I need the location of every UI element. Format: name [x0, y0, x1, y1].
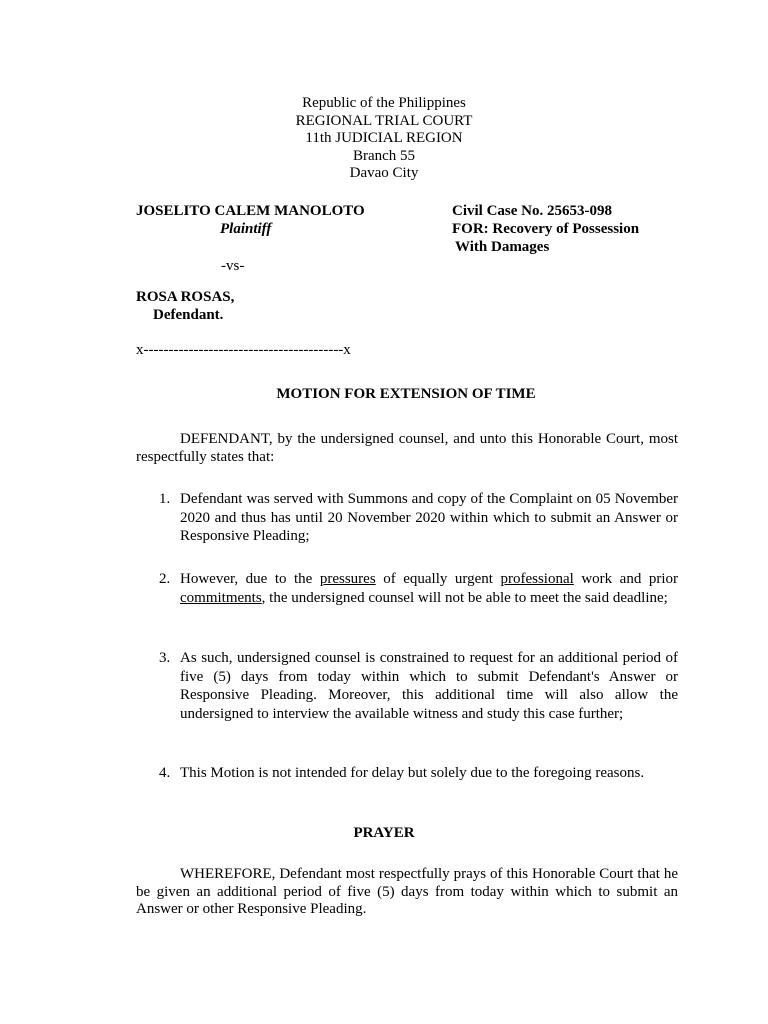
plaintiff-role: Plaintiff: [220, 221, 272, 237]
header-region: 11th JUDICIAL REGION: [305, 130, 463, 146]
case-for-line2: With Damages: [455, 239, 550, 255]
list-item: [159, 490, 678, 546]
header-republic: Republic of the Philippines: [302, 95, 466, 111]
header-city: Davao City: [349, 165, 419, 181]
list-item: [159, 764, 678, 783]
list-item: [159, 649, 678, 723]
case-number: Civil Case No. 25653-098: [452, 203, 612, 219]
motion-title: MOTION FOR EXTENSION OF TIME: [276, 386, 536, 402]
list-item: [159, 570, 678, 607]
list-item-number: 2.: [159, 571, 171, 587]
list-item-text: Defendant was served with Summons and copy of the Complaint on 05 November 2020 and thus has until 20 November 2020 within which to submit an Answer or Responsive Pleading;: [180, 491, 678, 544]
header-branch: Branch 55: [352, 147, 416, 164]
plaintiff-name: JOSELITO CALEM MANOLOTO: [136, 203, 365, 219]
caption-separator: x----------------------------------------x: [136, 342, 351, 358]
prayer-paragraph: WHEREFORE, Defendant most respectfully prays of this Honorable Court that he be given an additional period of five (5) days from today within which to submit an Answer or other Responsive Pleading.: [136, 866, 678, 917]
case-for-line1: FOR: Recovery of Possession: [452, 221, 640, 237]
underlined-word: professional: [500, 571, 574, 587]
list-item-text: However, due to the pressures of equally urgent professional work and prior commitments, the undersigned counsel will not be able to meet the said deadline;: [180, 571, 678, 606]
intro-paragraph: DEFENDANT, by the undersigned counsel, and unto this Honorable Court, most respectfully states that:: [136, 431, 678, 465]
list-item-number: 1.: [159, 491, 171, 507]
list-item-number: 3.: [159, 650, 171, 666]
defendant-name: ROSA ROSAS,: [136, 289, 235, 305]
versus-label: -vs-: [221, 258, 245, 274]
list-item-number: 4.: [159, 765, 171, 781]
underlined-word: pressures: [319, 571, 376, 587]
header-court: REGIONAL TRIAL COURT: [295, 112, 473, 129]
list-item-text: This Motion is not intended for delay but solely due to the foregoing reasons.: [180, 765, 645, 781]
court-header: [0, 95, 768, 183]
underlined-word: commitments: [180, 589, 262, 606]
defendant-role: Defendant.: [153, 307, 224, 323]
prayer-title: PRAYER: [353, 825, 415, 841]
list-item-text: As such, undersigned counsel is constrained to request for an additional period of five (5) days from today within which to submit Defendant's Answer or Responsive Pleading. Moreover, this additional time will also allow the undersigned to interview the available witness and study this case further;: [180, 650, 678, 722]
